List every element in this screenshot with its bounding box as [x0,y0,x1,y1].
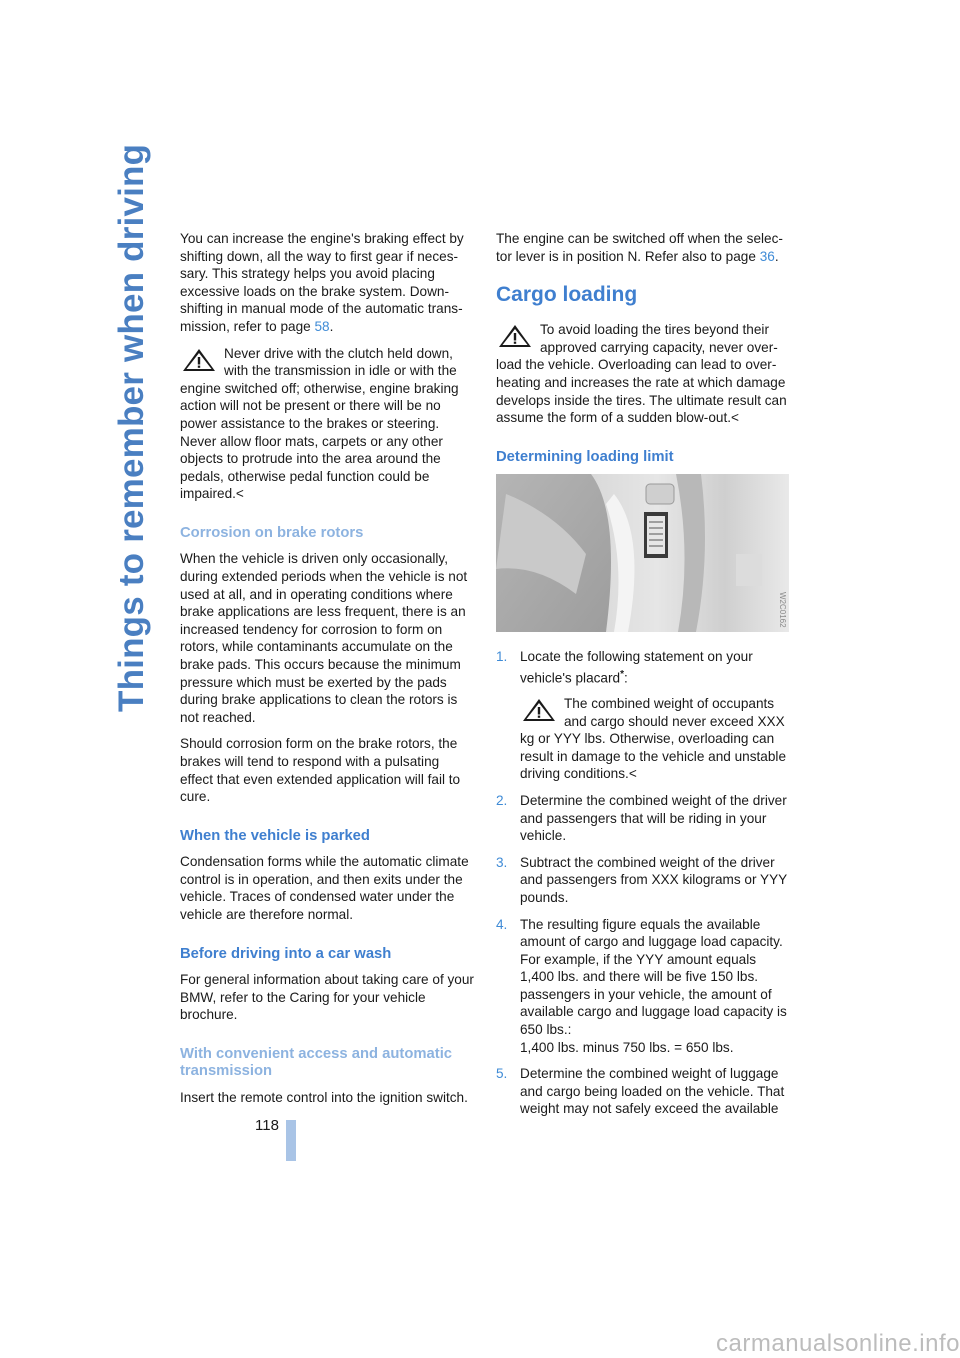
step-4 [496,916,792,1057]
step-number: 4. [496,916,508,932]
right-column [496,230,792,1127]
corrosion-paragraph-1: When the vehicle is driven only occasionally, during extended periods when the vehicle is not used at all, and in operating conditions where brake applications are less frequent, there is an increased tendency for corrosion to form on rotors, while contaminants accumulate on the brake pads. This occurs because the minimum pressure which must be exerted by the pads during brake applications to clean the rotors is not reached. [180,551,468,725]
braking-period: . [329,318,334,334]
heading-cargo-loading: Cargo loading [496,283,638,307]
page-number: 118 [255,1117,279,1134]
heading-corrosion: Corrosion on brake rotors [180,524,364,541]
step-5 [496,1065,792,1118]
step-number: 3. [496,854,508,870]
cargo-warning [496,321,792,427]
page-marker-bar [286,1120,296,1161]
step-text: Determine the combined weight of luggage and cargo being loaded on the vehicle. That weight may not safely exceed the available [520,1066,785,1117]
warning-triangle-icon [522,698,556,722]
corrosion-paragraph-2: Should corrosion form on the brake rotors, the brakes will tend to respond with a pulsating effect that even extended application will fail to cure. [180,736,461,805]
braking-text: You can increase the engine's braking effect by shifting down, all the way to first gear if necessary. This strategy helps you avoid placing excessive loads on the brake system. Downshifting in manual mode of the automatic transmission, refer to page [180,231,464,334]
cargo-warning-text: To avoid loading the tires beyond their approved carrying capacity, never overload the vehicle. Overloading can lead to overheating and increases the rate at which damage develops inside the tires. The ultimate result can assume the form of a sudden blow-out. [496,322,787,426]
placard-warning [520,695,792,783]
page-link-58[interactable]: 58 [314,318,330,334]
door-pillar-image [496,474,789,632]
asterisk-mark: * [620,668,624,680]
engine-off-text: The engine can be switched off when the selector lever is in position N. Refer also to page [496,231,783,264]
heading-loading-limit: Determining loading limit [496,448,674,465]
heading-convenient-access: With convenient access and automatic transmission [180,1045,453,1080]
step-text: The resulting figure equals the available amount of cargo and luggage load capacity. For example, if the YYY amount equals 1,400 lbs. and there will be five 150 lbs. passengers in your vehicle, the amount of available cargo and luggage load capacity is 650 lbs.: [520,916,787,1038]
step-number: 5. [496,1066,508,1082]
engine-off-period: . [774,248,779,264]
warning-triangle-icon [498,324,532,348]
loading-steps [496,648,792,1118]
step-2 [496,792,792,845]
placard-photo [496,474,789,632]
warning-triangle-icon [182,348,216,372]
parked-paragraph: Condensation forms while the automatic climate control is in operation, and then exits under the vehicle. Traces of condensed water under the vehicle are therefore normal. [180,854,469,922]
step-1 [496,648,792,783]
braking-paragraph [180,230,474,336]
car-wash-paragraph: For general information about taking care of your BMW, refer to the Caring for your vehicle brochure. [180,972,474,1023]
side-chapter-title: Things to remember when driving [112,143,151,712]
photo-code: W2C0162 [778,592,787,628]
step-number: 2. [496,792,508,808]
step-3 [496,854,792,907]
step-example-line: 1,400 lbs. minus 750 lbs. = 650 lbs. [520,1039,734,1055]
site-watermark[interactable]: carmanualsonline.info [716,1330,960,1357]
convenient-access-paragraph: Insert the remote control into the ignition switch. [180,1089,468,1105]
end-mark: < [731,410,739,426]
heading-car-wash: Before driving into a car wash [180,945,392,962]
step-text: Locate the following statement on your vehicle's placard [520,649,753,686]
end-mark: < [628,766,637,782]
placard-warning-text: The combined weight of occupants and cargo should never exceed XXX kg or YYY lbs. Otherwise, overloading can result in damage to the vehicle and unstable driving conditions. [520,695,787,782]
step-text: Subtract the combined weight of the driver and passengers from XXX kilograms or YYY pounds. [520,854,787,905]
step-text: Determine the combined weight of the driver and passengers that will be riding in your vehicle. [520,792,787,844]
end-mark: < [235,486,244,502]
left-column [180,230,474,1115]
heading-parked: When the vehicle is parked [180,827,370,844]
engine-off-paragraph [496,230,792,265]
clutch-warning [180,345,474,503]
step-colon: : [623,670,628,686]
step-number: 1. [496,649,508,665]
clutch-warning-text: Never drive with the clutch held down, with the transmission in idle or with the engine switched off; otherwise, engine braking action will not be present or there will be no power assistance to the brakes or steering. Never allow floor mats, carpets or any other objects to protrude into the area around the pedals, otherwise pedal function could be impaired. [180,345,459,502]
page-link-36[interactable]: 36 [759,248,775,264]
